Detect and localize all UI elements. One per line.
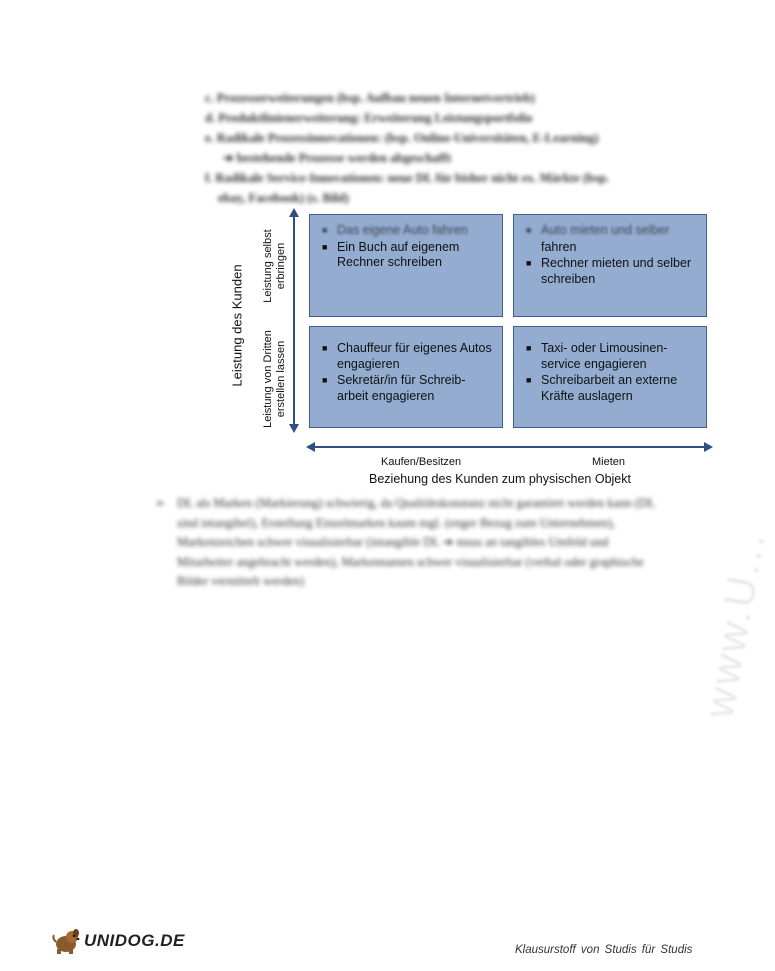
arrow-bullet-icon: ➢ xyxy=(155,496,166,510)
list-item: e. Radikale Prozessinnovationen: (bsp. Online-Universitäten, E-Learning) xyxy=(205,131,599,145)
list-item: d. Produktlinienerweiterung: Erweiterung Leistungsportfolio xyxy=(205,111,533,125)
dog-logo-icon xyxy=(52,928,82,954)
bullet-icon: ■ xyxy=(526,225,532,235)
bullet-icon: ■ xyxy=(322,225,328,235)
quadrant-item-text: Schreibarbeit an externe Kräfte auslagern xyxy=(541,373,678,403)
bullet-icon: ■ xyxy=(526,375,532,385)
y-top-label xyxy=(262,216,288,316)
quadrant-item xyxy=(322,240,496,271)
watermark: www.U... xyxy=(694,526,774,722)
quadrant-top-right xyxy=(513,214,707,317)
list-item: c. Prozesserweiterungen (bsp. Aufbau neuen Internetvertrieb) xyxy=(205,91,535,105)
x-left-label: Kaufen/Besitzen xyxy=(381,456,462,468)
y-bottom-label-line1: Leistung von Dritten xyxy=(262,330,274,428)
bullet-icon: ■ xyxy=(526,258,532,268)
list-item: ebay, Facebook) (s. Bild) xyxy=(218,191,349,205)
bullet-icon: ■ xyxy=(322,241,328,252)
quadrant-item xyxy=(322,223,496,239)
y-top-label-line2: erbringen xyxy=(275,242,287,290)
quadrant-item-text: fahren xyxy=(541,239,577,254)
quadrant-item-text: Sekretär/in für Schreib-arbeit engagieren xyxy=(337,373,466,403)
quadrant-item-text: Taxi- oder Limousinen-service engagieren xyxy=(541,341,668,371)
logo-text: UNIDOG.DE xyxy=(84,931,185,950)
list-item: f. Radikale Service-Innovationen: neue DL für bisher nicht ex. Märkte (bsp. xyxy=(205,171,610,185)
bullet-icon: ■ xyxy=(322,343,328,353)
horizontal-axis xyxy=(312,446,707,448)
quadrant-bottom-right xyxy=(513,326,707,428)
quadrant-top-left xyxy=(309,214,503,317)
y-top-label-line1: Leistung selbst xyxy=(262,229,274,303)
quadrant-item-text: Chauffeur für eigenes Autos engagieren xyxy=(337,341,492,371)
quadrant-item-text: Rechner mieten und selber schreiben xyxy=(541,256,692,286)
x-right-label: Mieten xyxy=(592,456,626,468)
y-axis-label: Leistung des Kunden xyxy=(229,264,245,387)
bullet-icon: ■ xyxy=(322,375,328,385)
footer-tagline: Klausurstoff von Studis für Studis xyxy=(515,944,693,956)
quadrant-item-text: Auto mieten und selber xyxy=(541,223,670,237)
bullet-paragraph xyxy=(155,494,665,592)
quadrant-item xyxy=(322,373,496,404)
y-bottom-label xyxy=(262,324,288,434)
quadrant-item xyxy=(526,373,700,404)
quadrant-item-text: Ein Buch auf eigenem Rechner schreiben xyxy=(337,239,460,269)
y-bottom-label-line2: erstellen lassen xyxy=(275,340,287,418)
list-item: ➔ bestehende Prozesse werden abgeschafft xyxy=(223,151,452,165)
vertical-axis xyxy=(293,215,295,430)
paragraph-text: DL als Marken (Markierung) schwierig, da Qualitätskonstanz nicht garantiert werden kann (DL sind intangibel), Erstellung Einzelmarken kaum mgl. (enger Bezug zum Unternehmen), Markenzeichen schwer visualisierbar (intangible DL ➔ muss an tangibles Umfeld und Mitarbeiter angebracht werden), Markennamen schwer visualisierbar (verbal oder graphische Bilder vermittelt werden) xyxy=(177,496,656,588)
logo xyxy=(52,928,185,954)
quadrant-item-text: Das eigene Auto fahren xyxy=(337,223,468,237)
quadrant-item xyxy=(526,341,700,372)
quadrant-bottom-left xyxy=(309,326,503,428)
arrow-down-icon xyxy=(289,424,299,433)
arrow-right-icon xyxy=(704,442,713,452)
x-axis-label: Beziehung des Kunden zum physischen Objekt xyxy=(369,472,631,486)
quadrant-item xyxy=(526,256,700,287)
quadrant-item xyxy=(322,341,496,372)
bullet-icon: ■ xyxy=(526,343,532,353)
quadrant-item-continuation xyxy=(526,240,700,256)
top-list xyxy=(205,88,675,208)
quadrant-item xyxy=(526,223,700,239)
